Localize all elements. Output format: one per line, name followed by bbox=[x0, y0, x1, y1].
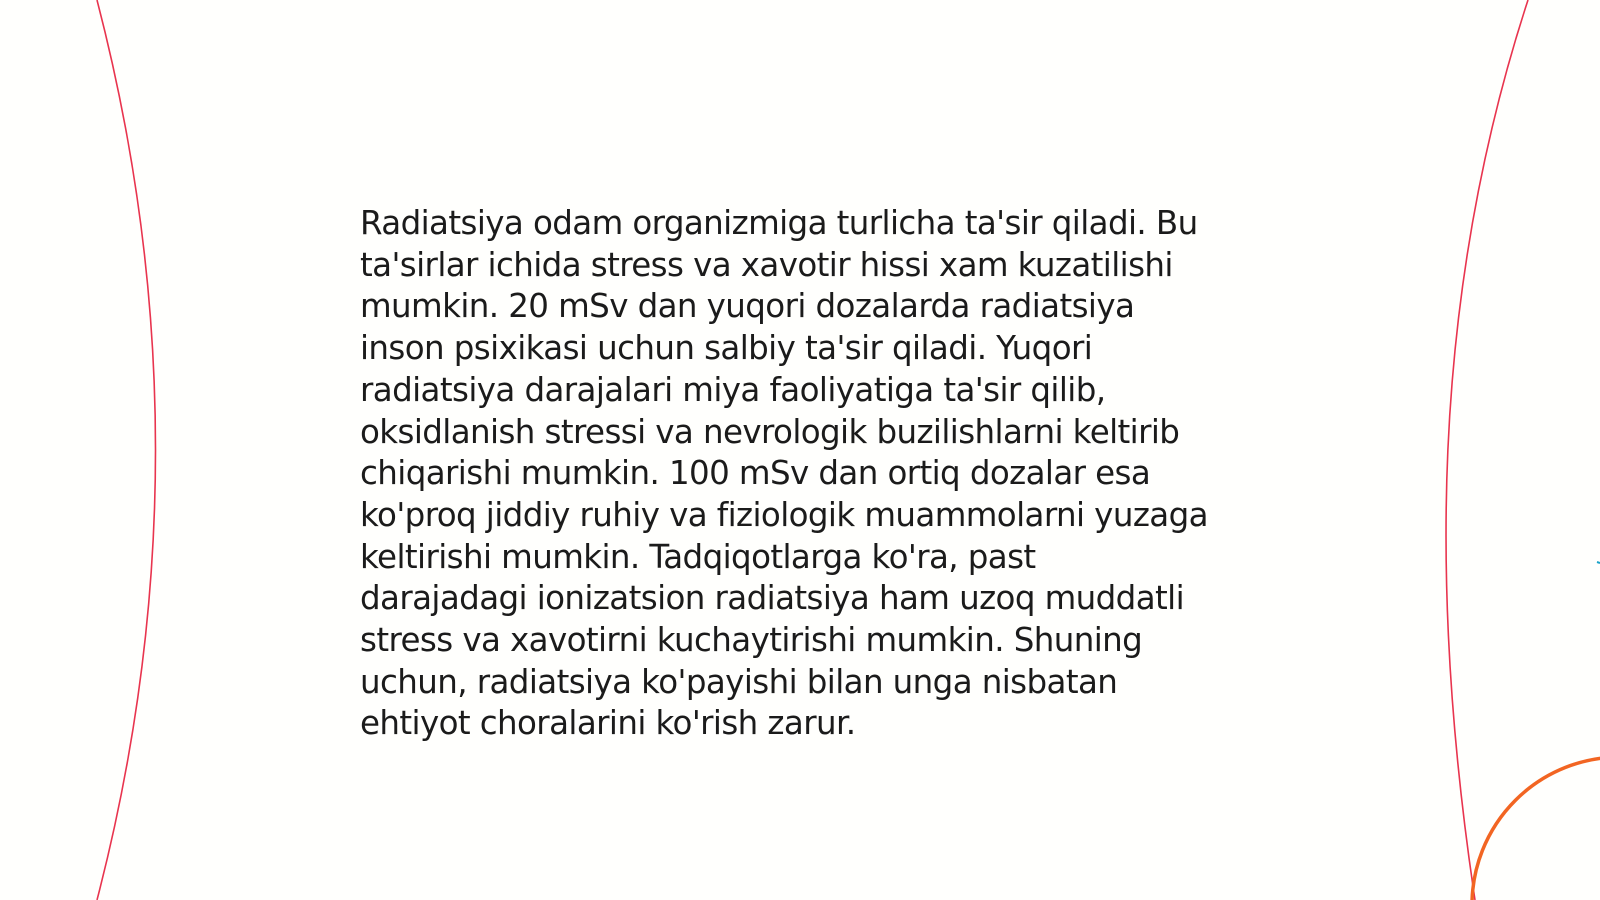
paragraph-line: inson psixikasi uchun salbiy ta'sir qiladi. Yuqori bbox=[360, 329, 1093, 368]
body-paragraph bbox=[360, 203, 1250, 745]
paragraph-line: darajadagi ionizatsion radiatsiya ham uzoq muddatli bbox=[360, 579, 1185, 618]
paragraph-line: radiatsiya darajalari miya faoliyatiga ta'sir qilib, bbox=[360, 370, 1106, 409]
paragraph-line: ehtiyot choralarini ko'rish zarur. bbox=[360, 704, 856, 743]
paragraph-line: ko'proq jiddiy ruhiy va fiziologik muammolarni yuzaga bbox=[360, 495, 1208, 534]
paragraph-line: mumkin. 20 mSv dan yuqori dozalarda radiatsiya bbox=[360, 287, 1135, 326]
paragraph-line: oksidlanish stressi va nevrologik buzilishlarni keltirib bbox=[360, 412, 1180, 451]
paragraph-line: stress va xavotirni kuchaytirishi mumkin. Shuning bbox=[360, 621, 1143, 660]
paragraph-line: uchun, radiatsiya ko'payishi bilan unga nisbatan bbox=[360, 662, 1118, 701]
left-decorative-curve bbox=[97, 0, 156, 900]
right-decorative-curve bbox=[1446, 0, 1528, 900]
paragraph-line: Radiatsiya odam organizmiga turlicha ta'sir qiladi. Bu bbox=[360, 204, 1198, 242]
orange-decorative-circle bbox=[1472, 757, 1600, 900]
paragraph-line: chiqarishi mumkin. 100 mSv dan ortiq dozalar esa bbox=[360, 454, 1151, 493]
paragraph-line: keltirishi mumkin. Tadqiqotlarga ko'ra, past bbox=[360, 537, 1036, 576]
paragraph-line: ta'sirlar ichida stress va xavotir hissi xam kuzatilishi bbox=[360, 245, 1173, 284]
